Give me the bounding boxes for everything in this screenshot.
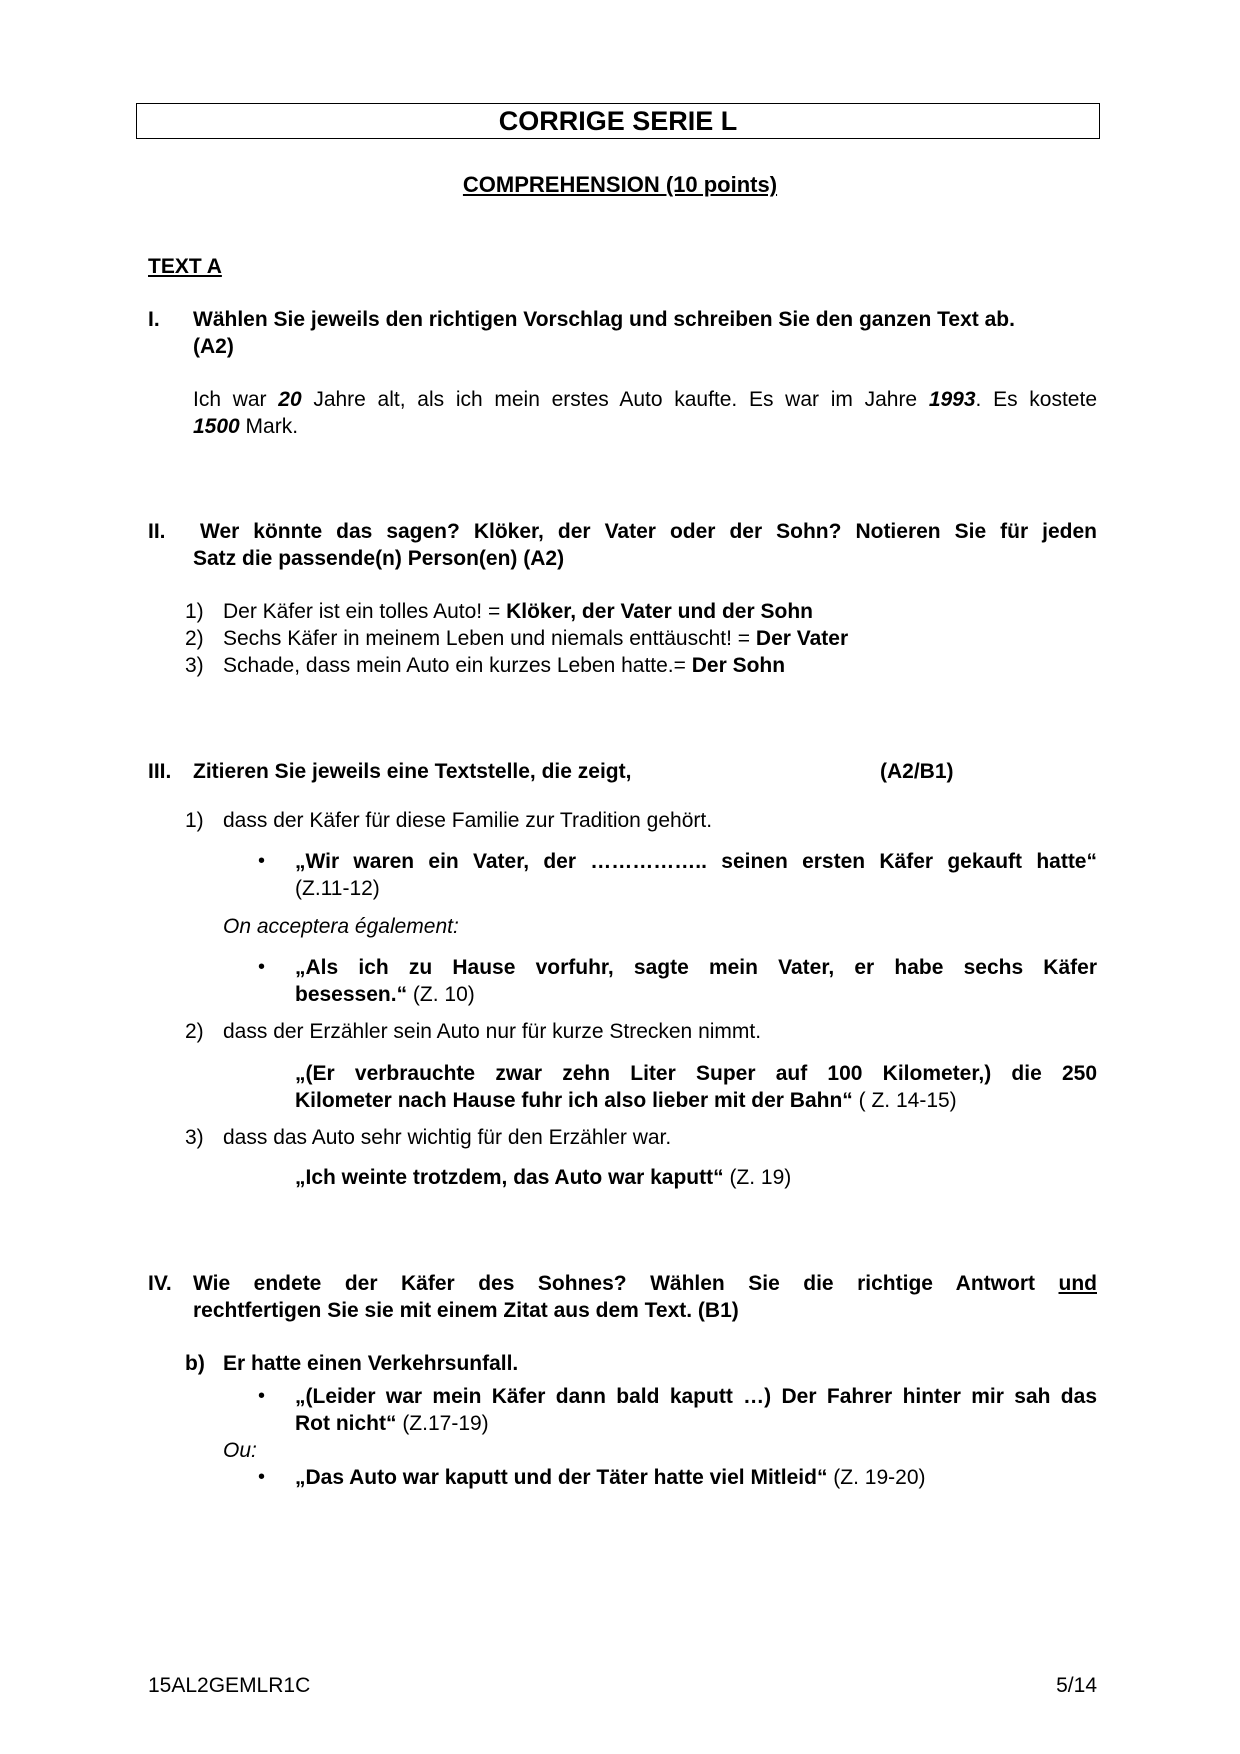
bullet-icon: • (258, 956, 266, 978)
q2-item-number: 2) (185, 627, 204, 650)
q1-prompt-line2: (A2) (193, 335, 234, 358)
q3-item-number: 1) (185, 809, 204, 832)
q4-quote-a-line1: „(Leider war mein Käfer dann bald kaputt …) Der Fahrer hinter mir sah das (295, 1385, 1097, 1408)
q2-item-answer: Der Vater (755, 627, 849, 650)
page-number: 5/14 (1056, 1674, 1097, 1697)
q2-item-answer: Klöker, der Vater und der Sohn (506, 600, 813, 623)
q3-alternative-note: On acceptera également: (223, 915, 459, 938)
q3-item-number: 3) (185, 1126, 204, 1149)
text-a-heading: TEXT A (148, 255, 222, 278)
q2-item: Schade, dass mein Auto ein kurzes Leben hatte.= Der Sohn (223, 654, 786, 677)
q3-number: III. (148, 760, 172, 783)
q3-item-number: 2) (185, 1020, 204, 1043)
q3-quote-2-line2: Kilometer nach Hause fuhr ich also lieber mit der Bahn“ ( Z. 14-15) (295, 1089, 957, 1112)
q3-item-text: dass der Erzähler sein Auto nur für kurze Strecken nimmt. (223, 1020, 762, 1043)
q3-quote-1b-line2: besessen.“ (Z. 10) (295, 983, 475, 1006)
q3-quote-1b-line1: „Als ich zu Hause vorfuhr, sagte mein Vater, er habe sechs Käfer (295, 956, 1097, 979)
q4-number: IV. (148, 1272, 172, 1295)
bullet-icon: • (258, 1385, 266, 1407)
q3-item-text: dass das Auto sehr wichtig für den Erzähler war. (223, 1126, 672, 1149)
q1-number: I. (148, 308, 160, 331)
q3-item-text: dass der Käfer für diese Familie zur Tradition gehört. (223, 809, 713, 832)
footer-code: 15AL2GEMLR1C (148, 1674, 311, 1697)
answer-year: 1993 (928, 388, 976, 411)
document-title: CORRIGE SERIE L (136, 103, 1100, 139)
q2-item: Der Käfer ist ein tolles Auto! = Klöker, der Vater und der Sohn (223, 600, 813, 623)
section-subtitle: COMPREHENSION (10 points) (462, 172, 778, 197)
q1-answer-line2: 1500 Mark. (193, 415, 299, 438)
q2-prompt-line2: Satz die passende(n) Person(en) (A2) (193, 547, 565, 570)
bullet-icon: • (258, 1466, 266, 1488)
q3-quote-1a-ref: (Z.11-12) (295, 877, 380, 900)
q2-item-number: 1) (185, 600, 204, 623)
q3-quote-2-line1: „(Er verbrauchte zwar zehn Liter Super auf 100 Kilometer,) die 250 (295, 1062, 1097, 1085)
q2-number: II. (148, 520, 166, 543)
q4-quote-a-line2: Rot nicht“ (Z.17-19) (295, 1412, 489, 1435)
q2-prompt-line1: Wer könnte das sagen? Klöker, der Vater oder der Sohn? Notieren Sie für jeden (200, 520, 1097, 543)
q1-answer-line1: Ich war 20 Jahre alt, als ich mein erstes Auto kaufte. Es war im Jahre 1993. Es kostete (193, 388, 1098, 411)
q4-or-label: Ou: (223, 1439, 257, 1462)
answer-age: 20 (278, 388, 302, 411)
q3-quote-1a: „Wir waren ein Vater, der …………….. seinen ersten Käfer gekauft hatte“ (295, 850, 1097, 873)
q1-prompt-line1: Wählen Sie jeweils den richtigen Vorschlag und schreiben Sie den ganzen Text ab. (193, 308, 1015, 331)
q4-prompt-line1: Wie endete der Käfer des Sohnes? Wählen Sie die richtige Antwort und (193, 1272, 1097, 1295)
q2-item: Sechs Käfer in meinem Leben und niemals enttäuscht! = Der Vater (223, 627, 849, 650)
q4-quote-b: „Das Auto war kaputt und der Täter hatte viel Mitleid“ (Z. 19-20) (295, 1466, 926, 1489)
q2-item-answer: Der Sohn (691, 654, 786, 677)
bullet-icon: • (258, 850, 266, 872)
q3-quote-3: „Ich weinte trotzdem, das Auto war kaputt“ (Z. 19) (295, 1166, 792, 1189)
q2-item-number: 3) (185, 654, 204, 677)
answer-price: 1500 (193, 415, 240, 438)
q3-level: (A2/B1) (880, 760, 954, 783)
q4-option-letter: b) (185, 1352, 205, 1375)
q4-option-text: Er hatte einen Verkehrsunfall. (223, 1352, 519, 1375)
q3-prompt: Zitieren Sie jeweils eine Textstelle, die zeigt, (193, 760, 632, 783)
q4-prompt-line2: rechtfertigen Sie sie mit einem Zitat aus dem Text. (B1) (193, 1299, 739, 1322)
